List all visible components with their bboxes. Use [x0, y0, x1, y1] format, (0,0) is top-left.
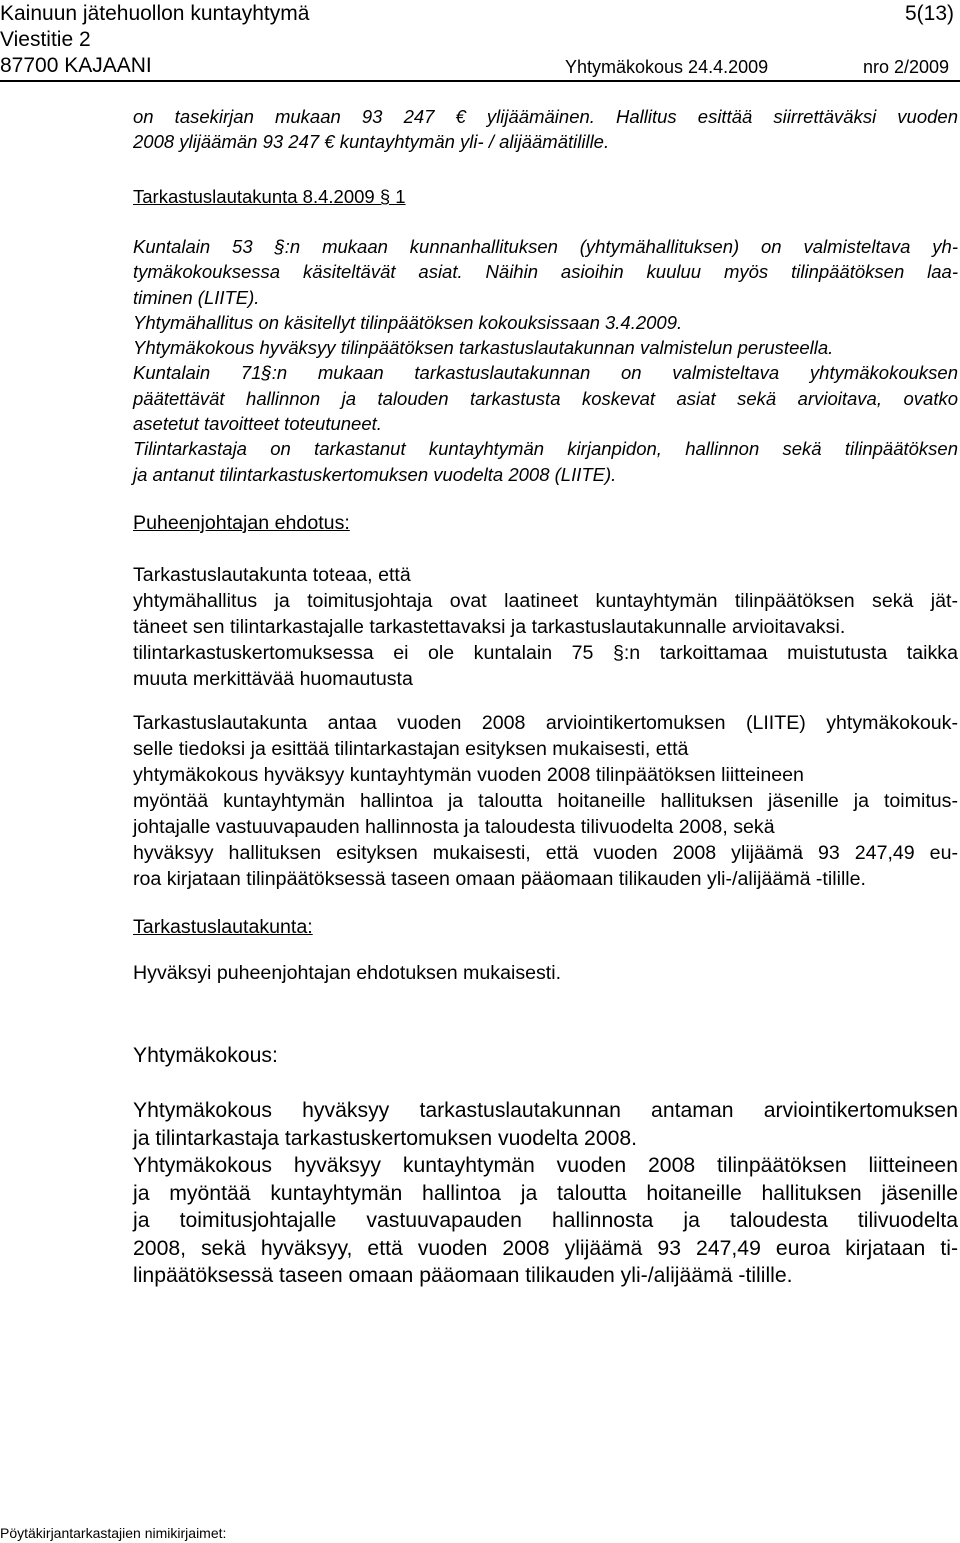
background-line: Kuntalain 53 §:n mukaan kunnanhallituksen (yhtymähallituksen) on valmisteltava yh-: [133, 236, 958, 257]
proposal-section: [133, 562, 958, 692]
background-line: asetetut tavoitteet toteutuneet.: [133, 413, 382, 435]
assembly-line: 2008, sekä hyväksyy, että vuoden 2008 ylijäämä 93 247,49 euroa kirjataan ti-: [133, 1236, 958, 1260]
background-line: Kuntalain 71§:n mukaan tarkastuslautakunnan on valmisteltava yhtymäkokouksen: [133, 362, 958, 384]
proposal-line: Tarkastuslautakunta toteaa, että: [133, 564, 411, 586]
assembly-line: Yhtymäkokous hyväksyy tarkastuslautakunnan antaman arviointikertomuksen: [133, 1099, 958, 1122]
board-decision-heading: Tarkastuslautakunta:: [133, 916, 313, 938]
assembly-line: ja myöntää kuntayhtymän hallintoa ja taloutta hoitaneille hallituksen jäsenille: [133, 1181, 958, 1205]
proposal-line: johtajalle vastuuvapauden hallinnosta ja taloudesta tilivuodelta 2008, sekä: [133, 816, 775, 838]
background-line: timinen (LIITE).: [133, 286, 260, 308]
meeting-number: nro 2/2009: [863, 57, 950, 77]
intro-line: 2008 ylijäämän 93 247 € kuntayhtymän yli- / alijäämätilille.: [133, 131, 610, 153]
background-line: päätettävät hallinnon ja talouden tarkastusta koskevat asiat sekä arvioitava, ovatko: [133, 387, 958, 409]
assembly-line: linpäätöksessä taseen omaan pääomaan tilikauden yli-/alijäämä -tilille.: [133, 1264, 793, 1287]
proposal-line: Tarkastuslautakunta antaa vuoden 2008 arviointikertomuksen (LIITE) yhtymäkokouk-: [133, 712, 958, 734]
proposal-line: roa kirjataan tilinpäätöksessä taseen omaan pääomaan tilikauden yli-/alijäämä -tilille.: [133, 868, 866, 890]
background-line: tymäkokouksessa käsiteltävät asiat. Näihin asioihin kuuluu myös tilinpäätöksen laa-: [133, 261, 958, 283]
meeting-title: Yhtymäkokous 24.4.2009: [565, 57, 769, 77]
page-number: 5(13): [904, 2, 954, 25]
assembly-heading: Yhtymäkokous:: [133, 1044, 278, 1067]
board-decision-text: Hyväksyi puheenjohtajan ehdotuksen mukaisesti.: [133, 962, 562, 984]
signature-initials-label: Pöytäkirjantarkastajien nimikirjaimet:: [0, 1525, 227, 1541]
header-divider: [0, 80, 960, 82]
background-line: Tilintarkastaja on tarkastanut kuntayhtymän kirjanpidon, hallinnon sekä tilinpäätöksen: [133, 438, 958, 460]
proposal-section-2: [133, 710, 958, 892]
board-meeting-heading: Tarkastuslautakunta 8.4.2009 § 1: [133, 186, 406, 207]
proposal-line: täneet sen tilintarkastajalle tarkastettavaksi ja tarkastuslautakunnalle arvioitavaksi.: [133, 616, 846, 638]
background-line: Yhtymähallitus on käsitellyt tilinpäätöksen kokouksissaan 3.4.2009.: [133, 311, 683, 333]
proposal-line: myöntää kuntayhtymän hallintoa ja taloutta hoitaneille hallituksen jäsenille ja toimitus-: [133, 790, 958, 812]
background-line: ja antanut tilintarkastuskertomuksen vuodelta 2008 (LIITE).: [133, 463, 617, 485]
street-address: Viestitie 2: [0, 28, 91, 51]
proposal-line: muuta merkittävää huomautusta: [133, 668, 413, 690]
proposal-line: hyväksyy hallituksen esityksen mukaisesti, että vuoden 2008 ylijäämä 93 247,49 eu-: [133, 842, 958, 864]
assembly-line: Yhtymäkokous hyväksyy kuntayhtymän vuoden 2008 tilinpäätöksen liitteineen: [133, 1154, 958, 1177]
proposal-line: tilintarkastuskertomuksessa ei ole kuntalain 75 §:n tarkoittamaa muistutusta taikka: [133, 642, 958, 664]
background-line: Yhtymäkokous hyväksyy tilinpäätöksen tarkastuslautakunnan valmistelun perusteella.: [133, 337, 834, 359]
city-address: 87700 KAJAANI: [0, 54, 152, 77]
proposal-line: yhtymähallitus ja toimitusjohtaja ovat laatineet kuntayhtymän tilinpäätöksen sekä jät-: [133, 590, 958, 612]
assembly-section: [133, 1097, 958, 1290]
assembly-line: ja tilintarkastaja tarkastuskertomuksen vuodelta 2008.: [133, 1126, 638, 1150]
background-section: [133, 234, 958, 487]
proposal-heading: Puheenjohtajan ehdotus:: [133, 512, 350, 534]
assembly-line: ja toimitusjohtajalle vastuuvapauden hallinnosta ja taloudesta tilivuodelta: [133, 1209, 958, 1232]
organization-name: Kainuun jätehuollon kuntayhtymä: [0, 2, 310, 25]
proposal-line: selle tiedoksi ja esittää tilintarkastajan esityksen mukaisesti, että: [133, 738, 689, 760]
proposal-line: yhtymäkokous hyväksyy kuntayhtymän vuoden 2008 tilinpäätöksen liitteineen: [133, 764, 804, 786]
intro-paragraph: [133, 104, 958, 155]
intro-line: on tasekirjan mukaan 93 247 € ylijäämäinen. Hallitus esittää siirrettäväksi vuoden: [133, 106, 958, 127]
